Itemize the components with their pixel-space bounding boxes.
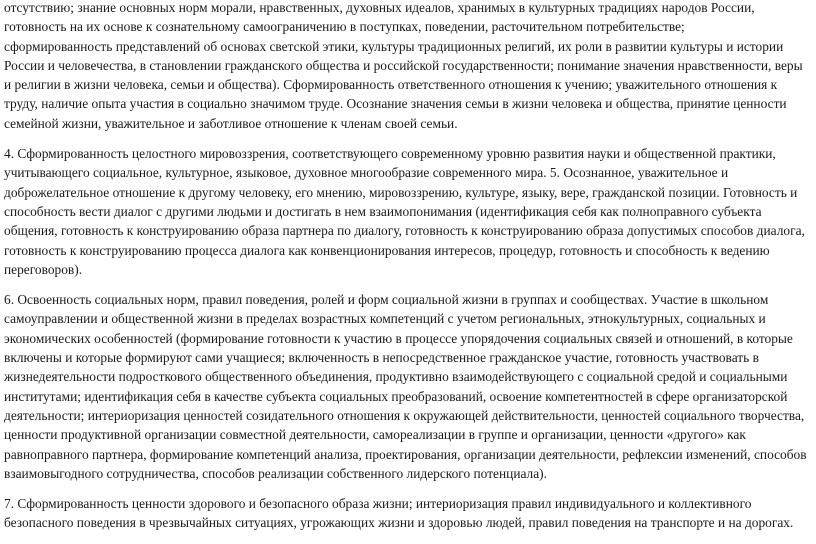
text-line: ценности продуктивной организации совместной деятельности, самореализации в группе и организации, ценности «другого» как bbox=[4, 427, 746, 443]
text-line: безопасного поведения в чрезвычайных ситуациях, угрожающих жизни и здоровью людей, правил поведения на транспорте и на дорогах. bbox=[4, 515, 794, 531]
paragraph bbox=[4, 290, 810, 483]
text-line: включены и которые формируют сами учащиеся; включенность в непосредственное гражданское участие, готовность участвовать в bbox=[4, 350, 759, 366]
text-line: 7. Сформированность ценности здорового и безопасного образа жизни; интериоризация правил индивидуального и коллективного bbox=[4, 496, 752, 512]
text-line: труду, наличие опыта участия в социально значимом труде. Осознание значения семьи в жизни человека и общества, принятие ценности bbox=[4, 96, 787, 112]
paragraph bbox=[4, 144, 810, 279]
paragraph bbox=[4, 494, 810, 533]
text-line: равноправного партнера, формирование компетенций анализа, проектирования, организации деятельности, рефлексии изменений, способов bbox=[4, 446, 807, 462]
text-line: России и человечества, в становлении гражданского общества и российской государственности; понимание значения нравственности, веры bbox=[4, 57, 803, 73]
text-line: и религии в жизни человека, семьи и общества). Сформированность ответственного отношения к учению; уважительного отношения к bbox=[4, 77, 778, 93]
text-line: 6. Освоенность социальных норм, правил поведения, ролей и форм социальной жизни в группах и сообществах. Участие в школьном bbox=[4, 292, 769, 308]
text-line: взаимовыгодного сотрудничества, способов реализации собственного лидерского потенциала). bbox=[4, 465, 547, 481]
text-line: отсутствию; знание основных норм морали, нравственных, духовных идеалов, хранимых в культурных традициях народов России, bbox=[4, 0, 755, 15]
text-line: самоуправлении и общественной жизни в пределах возрастных компетенций с учетом региональных, этнокультурных, социальных и bbox=[4, 311, 766, 327]
text-line: жизнедеятельности подросткового общественного объединения, продуктивно взаимодействующего с социальной средой и социальными bbox=[4, 369, 788, 385]
text-line: сформированность представлений об основах светской этики, культуры традиционных религий, их роли в развитии культуры и истории bbox=[4, 38, 784, 54]
text-line: способность вести диалог с другими людьми и достигать в нем взаимопонимания (идентификация себя как полноправного субъекта bbox=[4, 203, 762, 219]
text-line: переговоров). bbox=[4, 261, 83, 277]
text-line: деятельности; интериоризация ценностей созидательного отношения к окружающей действительности, ценностей социального творчества, bbox=[4, 407, 805, 423]
text-line: доброжелательное отношение к другому человеку, его мнению, мировоззрению, культуре, языку, вере, гражданской позиции. Готовность и bbox=[4, 184, 798, 200]
text-line: учитывающего социальное, культурное, языковое, духовное многообразие современного мира. 5. Осознанное, уважительное и bbox=[4, 165, 729, 181]
text-line: институтами; идентификация себя в качестве субъекта социальных преобразований, освоение компетентностей в сфере организаторской bbox=[4, 388, 788, 404]
paragraph bbox=[4, 0, 810, 133]
text-line: экономических особенностей (формирование готовности к участию в процессе упорядочения социальных связей и отношений, в которые bbox=[4, 330, 793, 346]
text-line: общения, готовность к конструированию образа партнера по диалогу, готовность к конструированию образа допустимых способов диалога, bbox=[4, 223, 805, 239]
text-line: семейной жизни, уважительное и заботливое отношение к членам своей семьи. bbox=[4, 115, 458, 131]
text-line: готовность к конструированию процесса диалога как конвенционирования интересов, процедур, готовность и способность к ведению bbox=[4, 242, 770, 258]
text-line: готовность на их основе к сознательному самоограничению в поступках, поведении, расточительном потребительстве; bbox=[4, 19, 685, 35]
text-line: 4. Сформированность целостного мировоззрения, соответствующего современному уровню развития науки и общественной практики, bbox=[4, 146, 776, 162]
document-body bbox=[4, 0, 810, 544]
